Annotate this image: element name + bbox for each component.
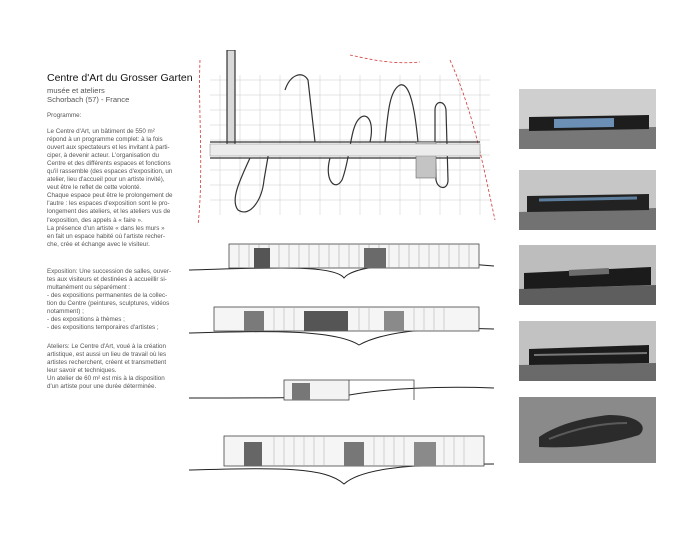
render-thumbnail-2 xyxy=(519,170,656,230)
ateliers-text: Ateliers: Le Centre d'Art, voué à la création artistique, est aussi un lieu de travail où les artistes recherchent, créent et transmettent leur savoir et techniques. Un atelier de 60 m² est mis à la disposition d'un artiste pour une durée déterminée. xyxy=(47,343,167,391)
project-location: Schorbach (57) - France xyxy=(47,95,130,104)
page-title: Centre d'Art du Grosser Garten xyxy=(47,72,193,84)
render-thumbnail-3 xyxy=(519,245,656,305)
exposition-text: Exposition: Une succession de salles, ouver- tes aux visiteurs et destinées à accueillir si- multanément ou séparément : - des expositions permanentes de la collec- tion du Centre (peintures, sculptures, vidéos notamment) ; - des expositions à thèmes ; - des expositions temporaires d'artistes ; xyxy=(47,268,172,332)
floor-plan-drawing xyxy=(190,50,510,230)
programme-heading: Programme: xyxy=(47,112,82,119)
elevation-drawing-1 xyxy=(184,230,496,280)
render-thumbnail-5 xyxy=(519,397,656,463)
render-thumbnail-1 xyxy=(519,89,656,149)
section-drawing xyxy=(184,368,496,416)
programme-text: Le Centre d'Art, un bâtiment de 550 m² répond à un programme complet: à la fois ouvert aux spectateurs et les invitant à parti- ciper, à devenir acteur. L'organisation du Centre et des différents espaces et fonctions qu'il rassemble (des espaces d'exposition, un atelier, lieu d'accueil pour un artiste invité), veut être le reflet de cette volonté. Chaque espace peut être le prolongement de l'autre : les espaces d'exposition sont le pro- longement des ateliers, et les ateliers vus de l'exposition, des appels à « faire ». La présence d'un artiste « dans les murs » en fait un espace habité où l'artiste recher- che, crée et échange avec le visiteur. xyxy=(47,128,173,248)
elevation-drawing-3 xyxy=(184,424,496,488)
elevation-drawing-2 xyxy=(184,293,496,348)
render-thumbnail-4 xyxy=(519,321,656,381)
page-subtitle: musée et ateliers xyxy=(47,86,105,95)
